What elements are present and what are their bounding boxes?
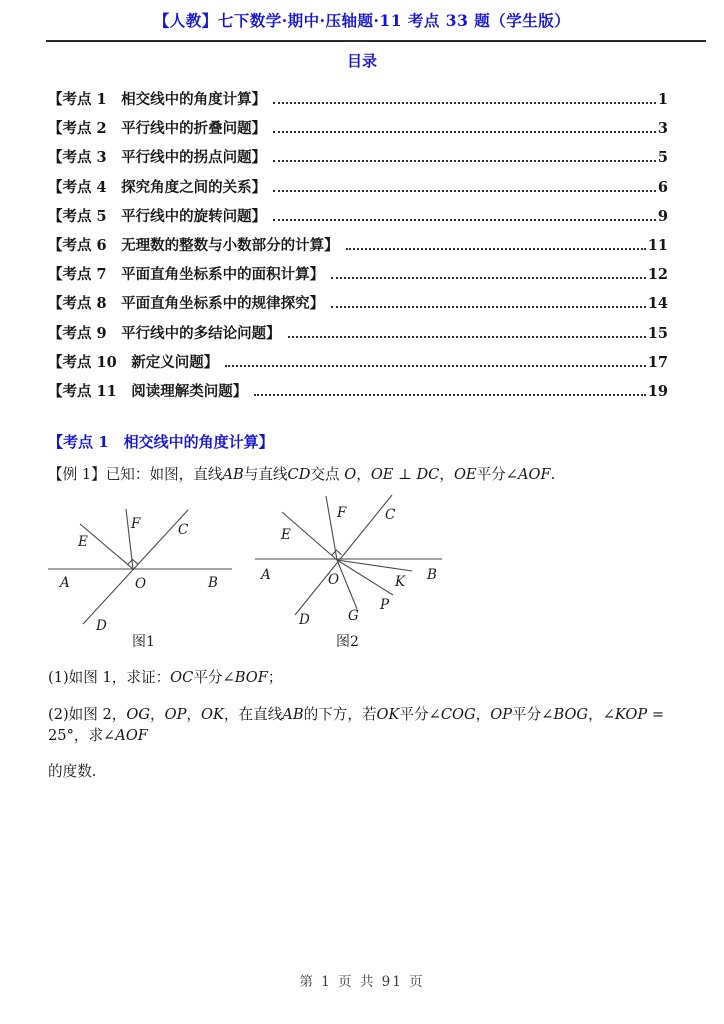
label-f: F <box>131 516 141 533</box>
toc-item-label: 【考点 4 探究角度之间的关系】 <box>48 178 267 196</box>
label-d: D <box>299 612 310 629</box>
toc-item[interactable] <box>48 289 668 318</box>
toc-heading: 目录 <box>346 52 377 70</box>
toc-list <box>48 85 668 406</box>
figure-2-geometry <box>250 487 470 637</box>
question-2: (2)如图 2，OG，OP，OK，在直线AB的下方，若OK平分∠COG，OP平分∠BOG，∠KOP = 25°，求∠AOF <box>48 706 665 745</box>
ray-oe <box>80 524 133 569</box>
toc-item-label: 【考点 9 平行线中的多结论问题】 <box>48 324 281 342</box>
label-d: D <box>96 618 107 635</box>
toc-item[interactable] <box>48 348 668 377</box>
toc-item[interactable] <box>48 143 668 172</box>
toc-item-label: 【考点 10 新定义问题】 <box>48 353 219 371</box>
toc-item[interactable] <box>48 173 668 202</box>
toc-leader <box>331 306 646 308</box>
toc-page-number: 15 <box>647 324 668 342</box>
toc-item-label: 【考点 2 平行线中的折叠问题】 <box>48 120 267 138</box>
toc-page-number: 1 <box>657 91 668 108</box>
toc-leader <box>273 160 656 162</box>
label-e: E <box>78 534 88 551</box>
toc-item-label: 【考点 11 阅读理解类问题】 <box>48 383 248 401</box>
toc-leader <box>288 336 646 338</box>
toc-item[interactable] <box>48 231 668 260</box>
fig2-caption: 图2 <box>336 634 359 651</box>
right-angle-mark <box>332 550 342 555</box>
toc-item-label: 【考点 7 平面直角坐标系中的面积计算】 <box>48 266 325 284</box>
label-o: O <box>328 572 340 589</box>
page-title: 【人教】七下数学·期中·压轴题·11 考点 33 题（学生版） <box>153 11 571 30</box>
header-rule <box>46 40 706 42</box>
toc-page-number: 11 <box>647 237 668 255</box>
toc-page-number: 14 <box>647 295 668 313</box>
toc-item-label: 【考点 5 平行线中的旋转问题】 <box>48 207 267 225</box>
label-p: P <box>380 597 390 614</box>
toc-leader <box>273 102 656 104</box>
question-1: (1)如图 1，求证：OC平分∠BOF； <box>48 669 283 687</box>
toc-leader <box>273 131 656 133</box>
toc-leader <box>273 219 656 221</box>
toc-item[interactable] <box>48 85 668 114</box>
toc-item[interactable] <box>48 319 668 348</box>
label-a: A <box>261 567 271 584</box>
toc-leader <box>273 190 656 192</box>
label-b: B <box>208 575 218 592</box>
example-text: 【例 1】已知：如图，直线AB与直线CD交点 O，OE ⊥ DC，OE平分∠AOF. <box>48 466 556 484</box>
toc-page-number: 3 <box>657 120 668 138</box>
toc-item[interactable] <box>48 114 668 143</box>
toc-leader <box>331 277 646 279</box>
fig1-caption: 图1 <box>132 634 155 651</box>
toc-item-label: 【考点 1 相交线中的角度计算】 <box>48 91 267 108</box>
label-o: O <box>135 576 147 593</box>
toc-item-label: 【考点 6 无理数的整数与小数部分的计算】 <box>48 237 339 255</box>
ray-op <box>337 560 393 595</box>
ray-og <box>337 560 357 609</box>
section-heading: 【考点 1 相交线中的角度计算】 <box>48 433 274 452</box>
toc-item[interactable] <box>48 202 668 231</box>
toc-page-number: 19 <box>647 383 668 401</box>
page-footer: 第 1 页 共 91 页 <box>299 974 425 990</box>
toc-page-number: 6 <box>657 178 668 196</box>
toc-item[interactable] <box>48 377 668 406</box>
toc-page-number: 9 <box>657 207 668 225</box>
label-c: C <box>178 522 189 539</box>
toc-page-number: 17 <box>647 353 668 371</box>
ray-ok <box>337 560 412 571</box>
toc-leader <box>346 248 646 250</box>
toc-item-label: 【考点 3 平行线中的拐点问题】 <box>48 149 267 167</box>
label-f: F <box>337 505 347 522</box>
toc-page-number: 5 <box>657 149 668 167</box>
label-a: A <box>60 575 70 592</box>
label-b: B <box>427 567 437 584</box>
document-header <box>0 0 724 31</box>
toc-page-number: 12 <box>647 266 668 284</box>
toc-leader <box>225 365 646 367</box>
label-k: K <box>395 574 406 591</box>
figure-1-geometry <box>40 487 260 637</box>
label-e: E <box>281 527 291 544</box>
toc-item-label: 【考点 8 平面直角坐标系中的规律探究】 <box>48 295 325 313</box>
label-g: G <box>348 608 359 625</box>
figures-row <box>0 487 724 659</box>
label-c: C <box>385 507 396 524</box>
toc-leader <box>254 394 646 396</box>
question-2-continued: 的度数. <box>48 763 97 781</box>
toc-item[interactable] <box>48 260 668 289</box>
